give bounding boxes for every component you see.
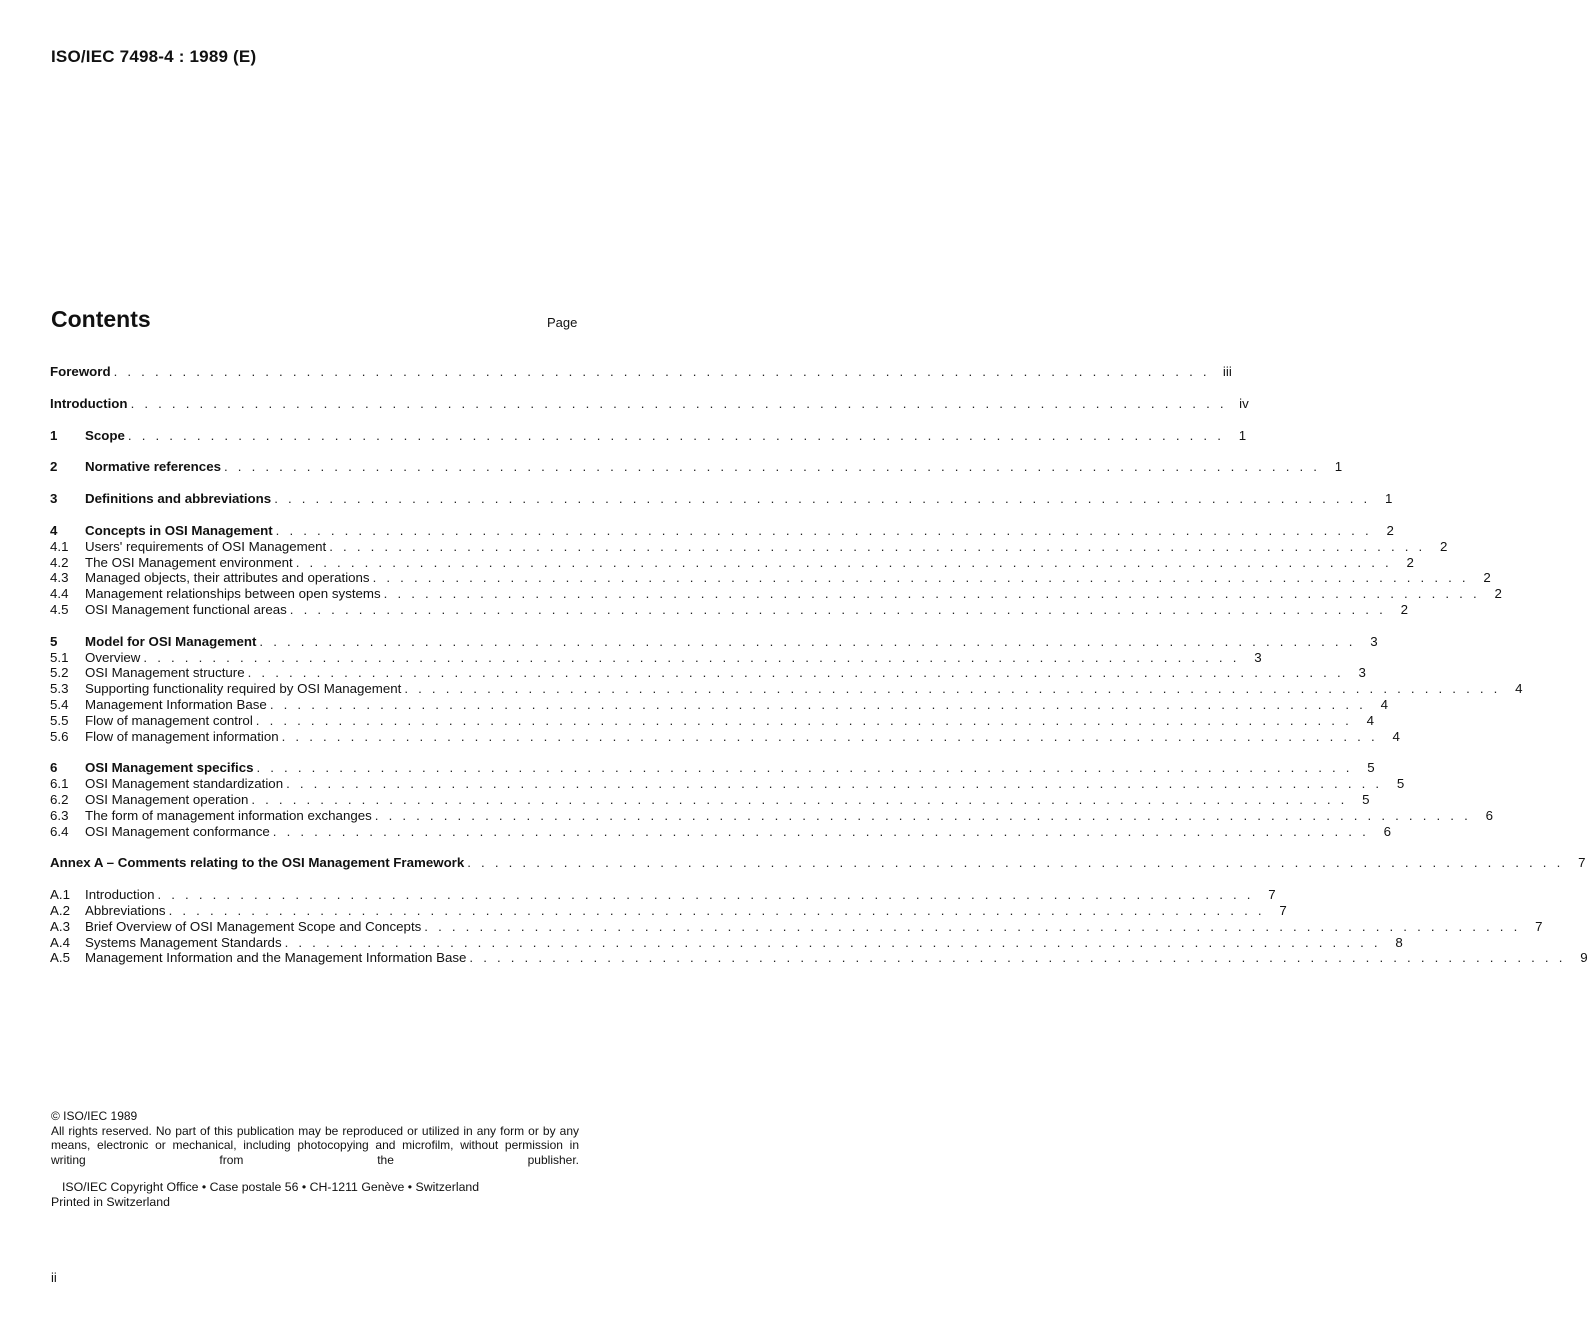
toc-entry-label: Introduction	[50, 395, 128, 411]
toc-entry[interactable]	[50, 696, 1389, 713]
rights-statement: All rights reserved. No part of this publication may be reproduced or utilized in any form or by any means, electronic or mechanical, including photocopying and microfilm, without permission in writing from the publisher.	[51, 1123, 579, 1167]
toc-entry-label: Model for OSI Management	[85, 633, 257, 649]
copyright-block	[51, 1109, 579, 1167]
toc-entry-number: A.1	[50, 887, 70, 903]
toc-leader-dots: . . . . . . . . . . . . . . . . . . . . . . . . . . . . . . . . . . . . . . . . . . . . . . . . . . . . . . . . . . . . . . . . . . . . . . . . . . . . . . . .	[274, 491, 1371, 507]
publisher-address: ISO/IEC Copyright Office • Case postale 56 • CH-1211 Genève • Switzerland	[62, 1180, 480, 1194]
toc-entry[interactable]	[50, 586, 1502, 602]
toc-entry-page: 8	[1395, 934, 1403, 950]
toc-entry-page: 4	[1515, 681, 1523, 697]
toc-leader-dots: . . . . . . . . . . . . . . . . . . . . . . . . . . . . . . . . . . . . . . . . . . . . . . . . . . . . . . . . . . . . . . . . . . . . . . . . . . . . . . . .	[127, 427, 1225, 443]
toc-entry-page: 2	[1386, 522, 1394, 538]
toc-entry-label: Flow of management control	[85, 712, 253, 728]
toc-entry-page: 6	[1485, 807, 1493, 823]
toc-entry[interactable]	[50, 538, 1448, 555]
page-column-label: Page	[547, 315, 578, 330]
toc-entry-page: 9	[1580, 950, 1588, 966]
toc-entry-page: 4	[1366, 712, 1374, 728]
toc-entry-page: 7	[1578, 855, 1586, 871]
toc-entry-label: Introduction	[85, 887, 155, 903]
toc-leader-dots: . . . . . . . . . . . . . . . . . . . . . . . . . . . . . . . . . . . . . . . . . . . . . . . . . . . . . . . . . . . . . . . . . . . . . . . . . . . . . . . .	[374, 807, 1471, 823]
toc-entry-number: 5.6	[50, 728, 69, 744]
toc-entry-number: 5	[50, 633, 58, 649]
toc-entry-number: 4.1	[50, 538, 69, 554]
toc-entry-label: OSI Management standardization	[85, 776, 284, 792]
toc-entry-number: 5.5	[50, 712, 69, 728]
toc-entry[interactable]	[50, 570, 1491, 586]
toc-leader-dots: . . . . . . . . . . . . . . . . . . . . . . . . . . . . . . . . . . . . . . . . . . . . . . . . . . . . . . . . . . . . . . . . . . . . . . . . . . . . . . . .	[281, 728, 1378, 744]
toc-entry-page: iii	[1222, 364, 1232, 379]
toc-entry-number: A.5	[50, 950, 70, 966]
toc-entry-label: OSI Management conformance	[85, 823, 270, 839]
toc-entry-page: 1	[1334, 459, 1343, 475]
toc-entry[interactable]	[50, 665, 1366, 681]
toc-entry-label: Scope	[85, 427, 125, 443]
toc-entry-number: 6.3	[50, 807, 69, 823]
toc-entry[interactable]	[50, 681, 1523, 697]
toc-leader-dots: . . . . . . . . . . . . . . . . . . . . . . . . . . . . . . . . . . . . . . . . . . . . . . . . . . . . . . . . . . . . . . . . . . . . . . . . . . . . . . . .	[275, 522, 1372, 538]
toc-entry[interactable]	[50, 823, 1391, 840]
toc-entry[interactable]	[50, 554, 1414, 571]
toc-entry-label: Management Information and the Management Information Base	[85, 950, 467, 966]
toc-entry-page: 5	[1362, 791, 1370, 807]
toc-leader-dots: . . . . . . . . . . . . . . . . . . . . . . . . . . . . . . . . . . . . . . . . . . . . . . . . . . . . . . . . . . . . . . . . . . . . . . . . . . . . . . . .	[256, 760, 1353, 776]
toc-entry-number: 5.3	[50, 681, 69, 697]
document-header: ISO/IEC 7498-4 : 1989 (E)	[51, 47, 257, 66]
toc-entry-page: 2	[1483, 570, 1491, 586]
toc-entry-number: 6	[50, 760, 58, 776]
toc-leader-dots: . . . . . . . . . . . . . . . . . . . . . . . . . . . . . . . . . . . . . . . . . . . . . . . . . . . . . . . . . . . . . . . . . . . . . . . . . . . . . . . .	[157, 887, 1254, 903]
toc-entry[interactable]	[50, 491, 1393, 507]
toc-entry-page: 2	[1494, 586, 1502, 602]
toc-entry[interactable]	[50, 712, 1374, 729]
toc-entry-page: 3	[1358, 665, 1366, 681]
toc-entry-page: 1	[1384, 491, 1393, 507]
toc-entry-label: Management relationships between open systems	[85, 586, 381, 602]
toc-leader-dots: . . . . . . . . . . . . . . . . . . . . . . . . . . . . . . . . . . . . . . . . . . . . . . . . . . . . . . . . . . . . . . . . . . . . . . . . . . . . . . . .	[383, 586, 1480, 602]
toc-leader-dots: . . . . . . . . . . . . . . . . . . . . . . . . . . . . . . . . . . . . . . . . . . . . . . . . . . . . . . . . . . . . . . . . . . . . . . . . . . . . . . . .	[289, 601, 1386, 617]
toc-entry-label: Definitions and abbreviations	[85, 491, 272, 507]
toc-leader-dots: . . . . . . . . . . . . . . . . . . . . . . . . . . . . . . . . . . . . . . . . . . . . . . . . . . . . . . . . . . . . . . . . . . . . . . . . . . . . . . . .	[130, 395, 1227, 411]
toc-leader-dots: . . . . . . . . . . . . . . . . . . . . . . . . . . . . . . . . . . . . . . . . . . . . . . . . . . . . . . . . . . . . . . . . . . . . . . . . . . . . . . . .	[284, 934, 1381, 950]
toc-entry-label: Flow of management information	[85, 728, 279, 744]
toc-entry-number: 6.1	[50, 776, 69, 792]
publisher-address-block	[51, 1180, 479, 1209]
toc-entry[interactable]	[50, 649, 1262, 666]
toc-entry[interactable]	[50, 760, 1375, 776]
toc-entry-number: 4.2	[50, 554, 69, 570]
page-title: Contents	[51, 306, 151, 332]
toc-entry[interactable]	[50, 807, 1493, 824]
toc-entry-number: 2	[50, 459, 58, 475]
toc-entry-label: Concepts in OSI Management	[85, 522, 273, 538]
toc-entry[interactable]	[50, 918, 1543, 935]
toc-entry-label: The OSI Management environment	[85, 554, 293, 570]
toc-leader-dots: . . . . . . . . . . . . . . . . . . . . . . . . . . . . . . . . . . . . . . . . . . . . . . . . . . . . . . . . . . . . . . . . . . . . . . . . . . . . . . . .	[286, 776, 1383, 792]
toc-entry-page: 6	[1383, 823, 1391, 839]
toc-entry-page: 2	[1406, 554, 1414, 570]
toc-entry-number: 6.4	[50, 823, 69, 839]
toc-entry-page: 1	[1238, 427, 1247, 443]
printed-in: Printed in Switzerland	[51, 1194, 170, 1209]
toc-entry-number: 4.5	[50, 601, 69, 617]
toc-entry[interactable]	[50, 395, 1249, 412]
toc-entry-label: Brief Overview of OSI Management Scope and Concepts	[85, 918, 422, 934]
toc-entry-number: A.3	[50, 918, 70, 934]
toc-entry-label: Annex A – Comments relating to the OSI Management Framework	[50, 855, 465, 871]
toc-entry-page: 4	[1392, 728, 1400, 744]
toc-entry-label: Users' requirements of OSI Management	[85, 538, 327, 554]
toc-entry-page: 2	[1440, 538, 1448, 554]
toc-leader-dots: . . . . . . . . . . . . . . . . . . . . . . . . . . . . . . . . . . . . . . . . . . . . . . . . . . . . . . . . . . . . . . . . . . . . . . . . . . . . . . . .	[329, 538, 1426, 554]
toc-entry[interactable]	[50, 791, 1370, 808]
toc-entry[interactable]	[50, 855, 1586, 871]
toc-leader-dots: . . . . . . . . . . . . . . . . . . . . . . . . . . . . . . . . . . . . . . . . . . . . . . . . . . . . . . . . . . . . . . . . . . . . . . . . . . . . . . . .	[259, 633, 1356, 649]
toc-entry-label: Normative references	[85, 459, 221, 475]
toc-leader-dots: . . . . . . . . . . . . . . . . . . . . . . . . . . . . . . . . . . . . . . . . . . . . . . . . . . . . . . . . . . . . . . . . . . . . . . . . . . . . . . . .	[168, 902, 1265, 918]
toc-entry-label: OSI Management specifics	[85, 760, 254, 776]
toc-entry-number: 4	[50, 522, 58, 538]
toc-leader-dots: . . . . . . . . . . . . . . . . . . . . . . . . . . . . . . . . . . . . . . . . . . . . . . . . . . . . . . . . . . . . . . . . . . . . . . . . . . . . . . . .	[143, 649, 1240, 665]
toc-entry-label: Foreword	[50, 364, 111, 379]
toc-entry-page: 5	[1367, 760, 1375, 776]
toc-entry-label: Management Information Base	[85, 696, 267, 712]
toc-leader-dots: . . . . . . . . . . . . . . . . . . . . . . . . . . . . . . . . . . . . . . . . . . . . . . . . . . . . . . . . . . . . . . . . . . . . . . . . . . . . . . . .	[404, 681, 1501, 697]
toc-entry-page: 7	[1268, 887, 1276, 903]
toc-entry-page: 4	[1380, 696, 1389, 712]
toc-entry[interactable]	[50, 902, 1287, 919]
toc-entry-label: Supporting functionality required by OSI Management	[85, 681, 402, 697]
toc-entry[interactable]	[50, 776, 1405, 792]
toc-leader-dots: . . . . . . . . . . . . . . . . . . . . . . . . . . . . . . . . . . . . . . . . . . . . . . . . . . . . . . . . . . . . . . . . . . . . . . . . . . . . . . . .	[272, 823, 1369, 839]
toc-leader-dots: . . . . . . . . . . . . . . . . . . . . . . . . . . . . . . . . . . . . . . . . . . . . . . . . . . . . . . . . . . . . . . . . . . . . . . . . . . . . . . . .	[372, 570, 1469, 586]
toc-entry-label: The form of management information exchanges	[85, 807, 372, 823]
toc-entry-label: OSI Management operation	[85, 791, 249, 807]
page-number: ii	[51, 1270, 57, 1285]
toc-entry-number: 1	[50, 427, 58, 443]
toc-leader-dots: . . . . . . . . . . . . . . . . . . . . . . . . . . . . . . . . . . . . . . . . . . . . . . . . . . . . . . . . . . . . . . . . . . . . . . . . . . . . . . . .	[469, 950, 1566, 966]
toc-entry[interactable]	[50, 887, 1276, 903]
toc-entry-number: A.2	[50, 902, 70, 918]
toc-entry-page: 7	[1279, 902, 1287, 918]
toc-entry-page: 5	[1396, 776, 1405, 792]
toc-entry[interactable]	[50, 522, 1394, 539]
toc-entry-label: Abbreviations	[85, 902, 166, 918]
copyright-line: © ISO/IEC 1989	[51, 1109, 138, 1123]
toc-entry[interactable]	[50, 601, 1408, 618]
toc-entry[interactable]	[50, 728, 1400, 745]
toc-leader-dots: . . . . . . . . . . . . . . . . . . . . . . . . . . . . . . . . . . . . . . . . . . . . . . . . . . . . . . . . . . . . . . . . . . . . . . . . . . . . . . . .	[424, 918, 1521, 934]
toc-leader-dots: . . . . . . . . . . . . . . . . . . . . . . . . . . . . . . . . . . . . . . . . . . . . . . . . . . . . . . . . . . . . . . . . . . . . . . . . . . . . . . . .	[247, 665, 1344, 681]
toc-entry-page: 2	[1400, 601, 1408, 617]
toc-entry-number: A.4	[50, 934, 70, 950]
toc-entry[interactable]	[50, 459, 1343, 475]
toc-entry-number: 5.2	[50, 665, 69, 681]
toc-entry[interactable]	[50, 633, 1378, 650]
toc-entry[interactable]	[50, 950, 1588, 966]
toc-entry-number: 4.4	[50, 586, 69, 602]
toc-entry-number: 4.3	[50, 570, 69, 586]
toc-entry[interactable]	[50, 934, 1403, 951]
toc-leader-dots: . . . . . . . . . . . . . . . . . . . . . . . . . . . . . . . . . . . . . . . . . . . . . . . . . . . . . . . . . . . . . . . . . . . . . . . . . . . . . . . .	[255, 712, 1352, 728]
toc-entry-label: Overview	[85, 649, 141, 665]
toc-entry[interactable]	[50, 364, 1232, 380]
toc-leader-dots: . . . . . . . . . . . . . . . . . . . . . . . . . . . . . . . . . . . . . . . . . . . . . . . . . . . . . . . . . . . . . . . . . . . . . . . . . . . . . . . .	[269, 696, 1367, 712]
toc-leader-dots: . . . . . . . . . . . . . . . . . . . . . . . . . . . . . . . . . . . . . . . . . . . . . . . . . . . . . . . . . . . . . . . . . . . . . . . . . . . . . . . .	[113, 364, 1210, 379]
toc-entry-number: 5.4	[50, 696, 69, 712]
toc-leader-dots: . . . . . . . . . . . . . . . . . . . . . . . . . . . . . . . . . . . . . . . . . . . . . . . . . . . . . . . . . . . . . . . . . . . . . . . . . . . . . . . .	[224, 459, 1321, 475]
toc-entry-number: 6.2	[50, 791, 69, 807]
toc-entry-page: 3	[1254, 649, 1262, 665]
toc-leader-dots: . . . . . . . . . . . . . . . . . . . . . . . . . . . . . . . . . . . . . . . . . . . . . . . . . . . . . . . . . . . . . . . . . . . . . . . . . . . . . . . .	[251, 791, 1348, 807]
toc-entry-label: Systems Management Standards	[85, 934, 282, 950]
toc-leader-dots: . . . . . . . . . . . . . . . . . . . . . . . . . . . . . . . . . . . . . . . . . . . . . . . . . . . . . . . . . . . . . . . . . . . . . . . . . . . . . . . .	[295, 554, 1392, 570]
toc-entry-page: iv	[1239, 395, 1249, 411]
toc-entry-label: Managed objects, their attributes and operations	[85, 570, 370, 586]
toc-entry-page: 7	[1535, 918, 1543, 934]
toc-entry-label: OSI Management functional areas	[85, 601, 287, 617]
toc-entry-label: OSI Management structure	[85, 665, 245, 681]
toc-entry-number: 3	[50, 491, 58, 507]
table-of-contents	[50, 364, 1588, 966]
toc-leader-dots: . . . . . . . . . . . . . . . . . . . . . . . . . . . . . . . . . . . . . . . . . . . . . . . . . . . . . . . . . . . . . . . . . . . . . . . . . . . . . . . .	[467, 855, 1564, 871]
toc-entry-page: 3	[1370, 633, 1378, 649]
toc-entry-number: 5.1	[50, 649, 69, 665]
toc-entry[interactable]	[50, 427, 1247, 444]
